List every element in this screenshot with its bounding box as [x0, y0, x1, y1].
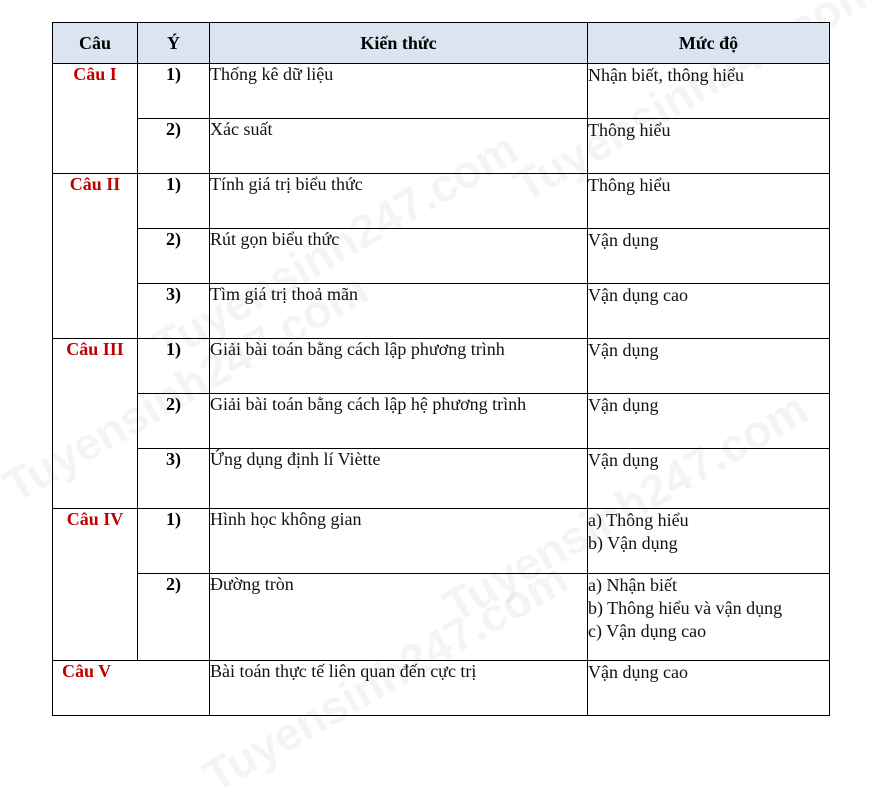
kien-thuc-cell: Xác suất [210, 119, 588, 174]
muc-do-cell [588, 119, 830, 174]
table-row [53, 509, 830, 574]
muc-do-line: Vận dụng cao [588, 662, 688, 682]
muc-do-line: b) Vận dụng [588, 533, 678, 553]
header-kien-thuc: Kiến thức [210, 23, 588, 64]
muc-do-cell [588, 394, 830, 449]
exam-matrix-table [52, 22, 830, 716]
table-row [53, 394, 830, 449]
y-cell: 3) [138, 284, 210, 339]
kien-thuc-cell: Đường tròn [210, 574, 588, 661]
y-cell: 2) [138, 119, 210, 174]
cau-cell: Câu I [53, 64, 138, 174]
muc-do-cell [588, 509, 830, 574]
muc-do-line: Vận dụng [588, 450, 659, 470]
kien-thuc-cell: Giải bài toán bằng cách lập hệ phương trình [210, 394, 588, 449]
y-cell: 2) [138, 574, 210, 661]
muc-do-line: Nhận biết, thông hiểu [588, 65, 744, 85]
y-cell: 1) [138, 509, 210, 574]
muc-do-line: b) Thông hiểu và vận dụng [588, 598, 783, 618]
muc-do-line: Thông hiểu [588, 120, 671, 140]
kien-thuc-cell: Ứng dụng định lí Viètte [210, 449, 588, 509]
table-row [53, 284, 830, 339]
header-muc-do: Mức độ [588, 23, 830, 64]
table-row [53, 661, 830, 716]
header-cau: Câu [53, 23, 138, 64]
table-row [53, 229, 830, 284]
table-row [53, 574, 830, 661]
muc-do-cell [588, 229, 830, 284]
kien-thuc-cell: Tìm giá trị thoả mãn [210, 284, 588, 339]
kien-thuc-cell: Bài toán thực tế liên quan đến cực trị [210, 661, 588, 716]
cau-cell: Câu III [53, 339, 138, 509]
table-row [53, 449, 830, 509]
muc-do-line: c) Vận dụng cao [588, 621, 707, 641]
kien-thuc-cell: Hình học không gian [210, 509, 588, 574]
kien-thuc-cell: Thống kê dữ liệu [210, 64, 588, 119]
muc-do-cell [588, 661, 830, 716]
cau-cell: Câu V [53, 661, 210, 716]
table-row [53, 174, 830, 229]
muc-do-line: Vận dụng [588, 395, 659, 415]
cau-cell: Câu II [53, 174, 138, 339]
muc-do-line: a) Nhận biết [588, 575, 677, 595]
muc-do-cell [588, 174, 830, 229]
y-cell: 1) [138, 64, 210, 119]
muc-do-line: Vận dụng [588, 340, 659, 360]
y-cell: 1) [138, 339, 210, 394]
table-row [53, 339, 830, 394]
muc-do-line: Vận dụng cao [588, 285, 688, 305]
muc-do-cell [588, 284, 830, 339]
table-row [53, 64, 830, 119]
kien-thuc-cell: Giải bài toán bằng cách lập phương trình [210, 339, 588, 394]
y-cell: 1) [138, 174, 210, 229]
muc-do-cell [588, 449, 830, 509]
y-cell: 2) [138, 394, 210, 449]
muc-do-cell [588, 64, 830, 119]
header-y: Ý [138, 23, 210, 64]
muc-do-cell [588, 339, 830, 394]
muc-do-line: Vận dụng [588, 230, 659, 250]
cau-cell: Câu IV [53, 509, 138, 661]
y-cell: 3) [138, 449, 210, 509]
muc-do-line: a) Thông hiểu [588, 510, 689, 530]
y-cell: 2) [138, 229, 210, 284]
muc-do-line: Thông hiểu [588, 175, 671, 195]
kien-thuc-cell: Rút gọn biểu thức [210, 229, 588, 284]
table-row [53, 119, 830, 174]
muc-do-cell [588, 574, 830, 661]
kien-thuc-cell: Tính giá trị biểu thức [210, 174, 588, 229]
header-row [53, 23, 830, 64]
